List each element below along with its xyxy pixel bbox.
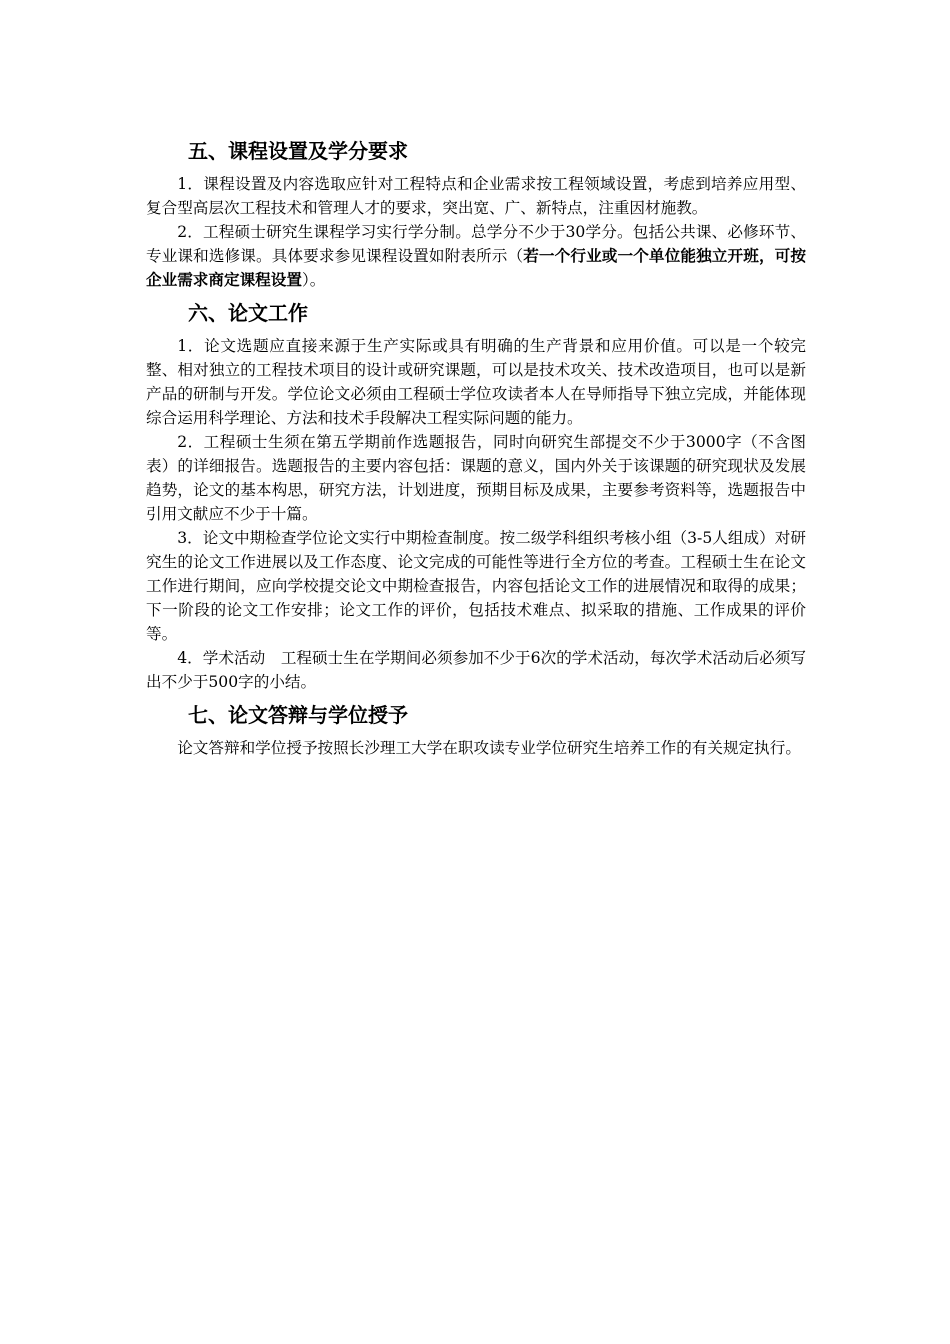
- document-page: [146, 136, 806, 766]
- paragraph: 2．工程硕士研究生课程学习实行学分制。总学分不少于30学分。包括公共课、必修环节、专业课和选修课。具体要求参见课程设置如附表所示（若一个行业或一个单位能独立开班，可按企业需求商定课程设置）。: [146, 223, 806, 289]
- section-course-setup: [146, 136, 806, 292]
- paragraph: 2．工程硕士生须在第五学期前作选题报告，同时向研究生部提交不少于3000字（不含图表）的详细报告。选题报告的主要内容包括：课题的意义，国内外关于该课题的研究现状及发展趋势，论文的基本构思，研究方法，计划进度，预期目标及成果，主要参考资料等，选题报告中引用文献应不少于十篇。: [146, 433, 806, 523]
- section-thesis-work: [146, 298, 806, 694]
- paragraph: 3．论文中期检查学位论文实行中期检查制度。按二级学科组织考核小组（3-5人组成）对研究生的论文工作进展以及工作态度、论文完成的可能性等进行全方位的考查。工程硕士生在论文工作进行期间，应向学校提交论文中期检查报告，内容包括论文工作的进展情况和取得的成果；下一阶段的论文工作安排；论文工作的评价，包括技术难点、拟采取的措施、工作成果的评价等。: [146, 529, 806, 643]
- bold-note: 若一个行业或一个单位能独立开班，可按企业需求商定课程设置: [146, 247, 806, 289]
- section-title: 六、论文工作: [188, 301, 308, 325]
- section-title: 七、论文答辩与学位授予: [188, 703, 408, 727]
- paragraph: 1．课程设置及内容选取应针对工程特点和企业需求按工程领域设置，考虑到培养应用型、复合型高层次工程技术和管理人才的要求，突出宽、广、新特点，注重因材施教。: [146, 175, 806, 217]
- section-defense-degree: [146, 700, 806, 760]
- paragraph: 论文答辩和学位授予按照长沙理工大学在职攻读专业学位研究生培养工作的有关规定执行。: [177, 739, 801, 757]
- section-title: 五、课程设置及学分要求: [188, 139, 408, 163]
- paragraph: 4．学术活动 工程硕士生在学期间必须参加不少于6次的学术活动，每次学术活动后必须写出不少于500字的小结。: [146, 649, 806, 691]
- paragraph: 1．论文选题应直接来源于生产实际或具有明确的生产背景和应用价值。可以是一个较完整、相对独立的工程技术项目的设计或研究课题，可以是技术攻关、技术改造项目，也可以是新产品的研制与开发。学位论文必须由工程硕士学位攻读者本人在导师指导下独立完成，并能体现综合运用科学理论、方法和技术手段解决工程实际问题的能力。: [146, 337, 806, 427]
